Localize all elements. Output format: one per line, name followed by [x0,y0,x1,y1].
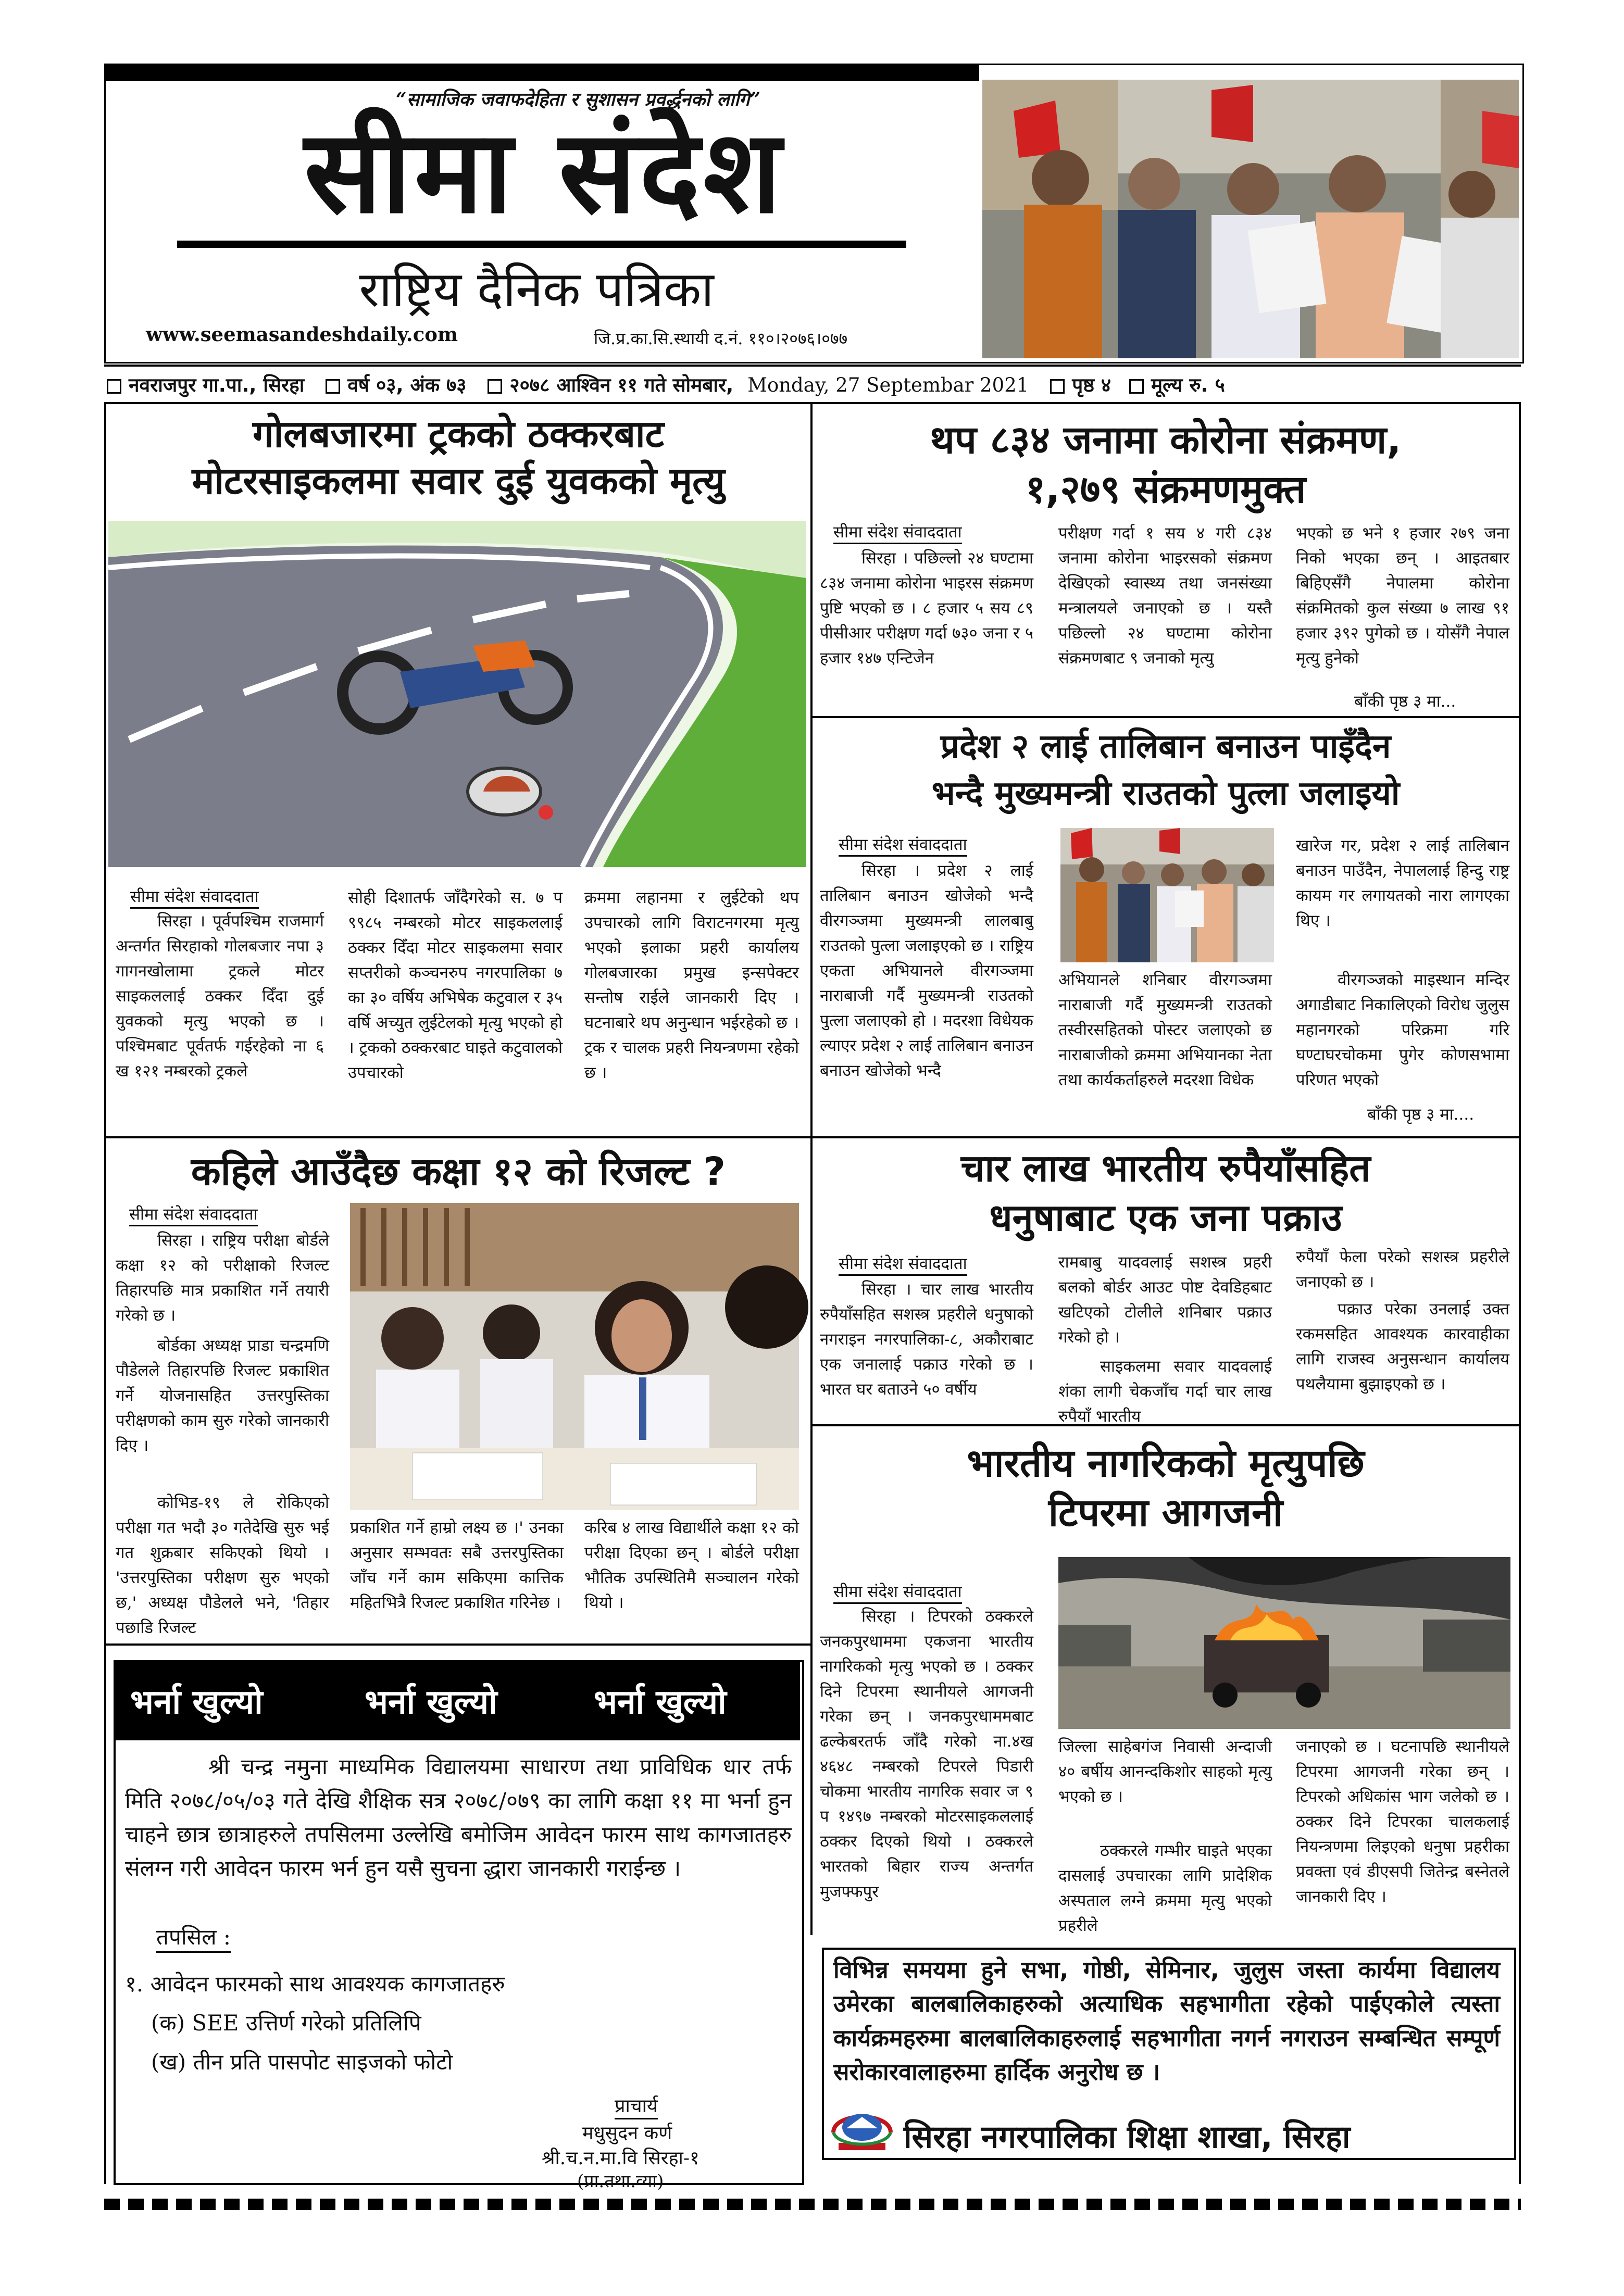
admission-item-1: १. आवेदन फारमको साथ आवश्यक कागजातहरु [125,1971,505,1997]
rupees-column-2a: रामबाबु यादवलाई सशस्त्र प्रहरी बलको बोर्डर आउट पोष्ट देवडिहबाट खटिएको टोलीले शनिबार पक्राउ गरेको हो । [1058,1253,1272,1347]
admission-body: श्री चन्द्र नमुना माध्यमिक विद्यालयमा साधारण तथा प्राविधिक धार तर्फ मिति २०७८/०५/०३ गते देखि शैक्षिक सत्र २०७८/०७९ का लागि कक्षा ११ मा भर्ना हुन चाहने छात्र छात्राहरुले तपसिलमा उल्लेखि बमोजिम आवेदन फारम साथ कागजातहरु संलग्न गरी आवेदन फारम भर्न हुन यसै सुचना द्धारा जानकारी गराईन्छ । [125,1754,792,1881]
taliban-protest-photo [1060,828,1274,962]
headline-covid-line1: थप ८३४ जनामा कोरोना संक्रमण, [930,418,1402,462]
admission-list-title: तपसिल : [156,1922,231,1953]
headline-rupees-line1: चार लाख भारतीय रुपैयाँसहित [960,1146,1371,1190]
rupees-column-3b: पक्राउ परेका उनलाई उक्त रकमसहित आवश्यक कारवाहीका लागि राजस्व अनुसन्धान कार्यालय पथलैयामा बुझाइएको छ । [1296,1300,1509,1394]
admission-banner-text-3: भर्ना खुल्यो [594,1683,727,1722]
rupees-column-2b: साइकलमा सवार यादवलाई शंका लागी चेकजाँच गर्दा चार लाख रुपैयाँ भारतीय [1058,1357,1272,1426]
fire-column-2a: जिल्ला साहेबगंज निवासी अन्दाजी ४० बर्षीय आनन्दकिशोर साहको मृत्यु भएको छ । [1058,1737,1272,1806]
byline-fire: सीमा संदेश संवाददाता [833,1580,962,1604]
rupees-column-3a: रुपैयाँ फेला परेको सशस्त्र प्रहरीले जनाएको छ । [1296,1248,1509,1292]
taliban-column-3b: वीरगञ्जको माइस्थान मन्दिर अगाडीबाट निकालिएको विरोध जुलुस महानगरको परिक्रमा गरि घण्टाघरचोकमा पुगेर कोणसभामा परिणत भएको [1296,971,1509,1090]
taliban-protest-photo-art [1060,828,1274,962]
taliban-column-3a: खारेज गर, प्रदेश २ लाई तालिबान बनाउन पाउँदैन, नेपाललाई हिन्दु राष्ट्र कायम गर लगायतको नारा लागएका थिए । [1296,836,1509,931]
notice-text: विभिन्न समयमा हुने सभा, गोष्ठी, सेमिनार, जुलुस जस्ता कार्यमा विद्यालय उमेरका बालबालिकाहरुको अत्याधिक सहभागीता रहेको पाईएकोले त्यस्ता कार्यक्रमहरुमा बालबालिकाहरुलाई सहभागीता नगर्न नगराउन सम्बन्धित सम्पूर्ण सरोकारवालाहरुमा हार्दिक अनुरोध छ । [833,1956,1500,2086]
headline-covid-line2: १,२७९ संक्रमणमुक्त [1025,467,1306,512]
notice-emblem [828,2101,896,2153]
admission-banner-text-1: भर्ना खुल्यो [130,1683,263,1722]
result-column-1b: बोर्डका अध्यक्ष प्राडा चन्द्रमणि पौडेलले तिहारपछि रिजल्ट प्रकाशित गर्ने योजनासहित उत्तरपुस्तिका परीक्षणको काम सुरु गरेको जानकारी दिए । [116,1336,329,1456]
result-column-1c: कोभिड-१९ ले रोकिएको परीक्षा गत भदौ ३० गतेदेखि सुरु भई गत शुक्रबार सकिएको थियो । 'उत्तरपुस्तिका परीक्षण सुरु भएको छ,' अध्यक्ष पौडेलले भने, 'तिहार पछाडि रिजल्ट [116,1494,329,1638]
result-column-1a: सिरहा । राष्ट्रिय परीक्षा बोर्डले कक्षा १२ को परीक्षाको रिजल्ट तिहारपछि मात्र प्रकाशित गर्ने तयारी गरेको छ । [116,1231,329,1325]
result-column-2: प्रकाशित गर्ने हाम्रो लक्ष्य छ ।' उनका अनुसार सम्भवतः सबै उत्तरपुस्तिका जाँच गर्ने काम सकिएमा कात्तिक महितभित्रै रिजल्ट प्रकाशित गरिनेछ । [350,1519,564,1613]
newspaper-subtitle: राष्ट्रिय दैनिक पत्रिका [359,261,714,318]
covid-column-1: सिरहा । पछिल्लो २४ घण्टामा ८३४ जनामा कोरोना भाइरस संक्रमण पुष्टि भएको छ । ८ हजार ५ सय ८९ पीसीआर परीक्षण गर्दा ७३० जना र ५ हजार १४७ एन्टिजेन [820,549,1033,668]
headline-fire-line2: टिपरमा आगजनी [1048,1490,1283,1535]
pages-item [1050,374,1111,396]
fire-column-3: जनाएको छ । घटनापछि स्थानीयले टिपरमा आगजनी गरेका छन् । टिपरको अधिकांस भाग जलेको छ । ठक्कर दिने टिपरका चालकलाई नियन्त्रणमा लिइएको धनुषा प्रहरीका प्रवक्ता एवं डीएसपी जितेन्द्र बस्नेतले जानकारी दिए । [1296,1737,1509,1906]
taliban-column-2: अभियानले शनिबार वीरगञ्जमा नाराबाजी गर्दै मुख्यमन्त्री राउतको तस्वीरसहितको पोस्टर जलाएको छ नाराबाजीको क्रममा अभियानका नेता तथा कार्यकर्ताहरुले मदरशा विधेक [1058,971,1272,1090]
byline-result: सीमा संदेश संवाददाता [129,1203,258,1226]
issue-date-english: Monday, 27 Septembar 2021 [747,374,1029,396]
accident-illustration-art [108,521,806,867]
location-item [107,374,304,396]
issue-price: मूल्य रु. ५ [1151,374,1225,396]
result-column-3: करिब ४ लाख विद्यार्थीले कक्षा १२ को परीक्षा दिएका छन् । बोर्डले परीक्षा भौतिक उपस्थितिमै सञ्चालन गरेको थियो । [584,1519,799,1613]
newspaper-title: सीमा संदेश [304,105,784,239]
headline-result: कहिले आउँदैछ कक्षा १२ को रिजल्ट ? [191,1149,726,1194]
exam-students-photo [350,1203,799,1510]
accident-illustration [108,521,806,867]
accident-column-1: सिरहा । पूर्वपश्चिम राजमार्ग अन्तर्गत सिरहाको गोलबजार नपा ३ गागनखोलामा ट्रकले मोटर साइकललाई ठक्कर दिँदा दुई युवकको मृत्यु भएको छ । पश्चिमबाट पूर्वतर्फ गईरहेको ना ६ ख १२१ नम्बरको ट्रकले [116,912,324,1081]
info-bar [107,371,1521,397]
byline-taliban: सीमा संदेश संवाददाता [839,833,967,857]
byline-rupees: सीमा संदेश संवाददाता [839,1252,967,1276]
accident-column-2: सोही दिशातर्फ जाँदैगरेको स. ७ प ९९८५ नम्बरको मोटर साइकललाई ठक्कर दिँदा मोटर साइकलमा सवार सप्तरीको कञ्चनरुप नगरपालिका ७ का ३० वर्षिय अभिषेक कटुवाल र ३५ वर्षि अच्युत लुईटेलको मृत्यु भएको हो । ट्रकको ठक्करबाट घाइते कटुवालको उपचारको [348,888,563,1083]
covid-column-3: भएको छ भने १ हजार २७९ जना निको भएका छन् । आइतबार बिहिएसँगै नेपालमा कोरोना संक्रमितको कुल संख्या ७ लाख ९१ हजार ३९२ पुगेको छ । योसँगै नेपाल मृत्यु हुनेको [1296,524,1509,668]
issue-location: नवराजपुर गा.पा., सिरहा [129,374,305,396]
headline-rupees-line2: धनुषाबाट एक जना पक्राउ [989,1196,1342,1239]
fire-column-2b: ठक्करले गम्भीर घाइते भएका दासलाई उपचारका लागि प्रादेशिक अस्पताल लग्ने क्रममा मृत्यु भएको प्रहरीले [1058,1841,1272,1936]
headline-taliban-line1: प्रदेश २ लाई तालिबान बनाउन पाइँदैन [940,727,1391,766]
footer-dashed-border [104,2199,1521,2210]
price-item [1129,374,1225,396]
fire-column-1: सिरहा । टिपरको ठक्करले जनकपुरधाममा एकजना भारतीय नागरिकको मृत्यु भएको छ । ठक्कर दिने टिपरमा स्थानीयले आगजनी गरेका छन् । जनकपुरधाममबाट ढल्केबरतर्फ जाँदै गरेको ना.४ख ४६४८ नम्बरको टिपरले पिडारी चोकमा भारतीय नागरिक सवार ज ९ प १४९७ नम्बरको मोटरसाइकललाई ठक्कर दिएको थियो । ठक्करले भारतको बिहार राज्य अन्तर्गत मुजफ्फपुर [820,1607,1033,1901]
principal-title: प्राचार्य [615,2092,658,2119]
masthead-tagline: “सामाजिक जवाफदेहिता र सुशासन प्रवर्द्धनको लागि” [395,89,761,110]
issue-date-nepali: २०७८ आश्विन ११ गते सोमबार, [509,374,734,396]
principal-school-type: (प्रा.तथा.व्या) [577,2171,664,2192]
burning-tipper-photo [1058,1557,1510,1729]
exam-students-photo-art [350,1203,799,1510]
principal-school: श्री.च.न.मा.वि सिरहा-१ [542,2148,699,2169]
protest-photo-top [982,80,1519,358]
byline-covid: सीमा संदेश संवाददाता [833,521,962,544]
admission-banner-text-2: भर्ना खुल्यो [365,1683,497,1722]
byline-accident: सीमा संदेश संवाददाता [130,885,259,909]
issue-volume: वर्ष ०३, अंक ७३ [347,374,467,396]
covid-continued: बाँकी पृष्ठ ३ मा... [1354,692,1456,711]
rupees-column-1: सिरहा । चार लाख भारतीय रुपैयाँसहित सशस्त्र प्रहरीले धनुषाको नगराइन नगरपालिका-८, अकौराबाट एक जनालाई पक्राउ गरेको छ । भारत घर बताउने ५० वर्षीय [820,1280,1033,1399]
issue-pages: पृष्ठ ४ [1072,374,1111,396]
admission-item-3: (ख) तीन प्रति पासपोट साइजको फोटो [151,2049,453,2075]
accident-column-3: क्रममा लहानमा र लुईटेको थप उपचारको लागि विराटनगरमा मृत्यु भएको इलाका प्रहरी कार्यालय गोलबजारका प्रमुख इन्सपेक्टर सन्तोष राईले जानकारी दिए । घटनाबारे थप अनुन्धान भईरहेको छ । ट्रक र चालक प्रहरी नियन्त्रणमा रहेको छ । [584,888,799,1083]
admission-item-2: (क) SEE उत्तिर्ण गरेको प्रतिलिपि [151,2010,421,2036]
headline-taliban-line2: भन्दै मुख्यमन्त्री राउतको पुत्ला जलाइयो [931,774,1400,813]
taliban-column-1: सिरहा । प्रदेश २ लाई तालिबान बनाउन खोजेको भन्दै वीरगञ्जमा मुख्यमन्त्री लालबाबु राउतको पुत्ला जलाइएको छ । राष्ट्रिय एकता अभियानले वीरगञ्जमा नाराबाजी गर्दै मुख्यमन्त्री राउतको पुत्ला जलाएको हो । मदरशा विधेयक ल्याएर प्रदेश २ लाई तालिबान बनाउन बनाउन खोजेको भन्दै [820,861,1033,1081]
registration-number: जि.प्र.का.सि.स्थायी द.नं. ११०।२०७६।०७७ [594,329,848,348]
covid-column-2: परीक्षण गर्दा १ सय ४ गरी ८३४ जनामा कोरोना भाइरसको संक्रमण देखिएको स्वास्थ्य तथा जनसंख्या मन्त्रालयले जनाएको छ । यस्तै पछिल्लो २४ घण्टामा कोरोना संक्रमणबाट ९ जनाको मृत्यु [1058,524,1272,668]
notice-issuer: सिरहा नगरपालिका शिक्षा शाखा, सिरहा [904,2119,1351,2155]
website-url[interactable]: www.seemasandeshdaily.com [146,323,458,346]
headline-accident-line2: मोटरसाइकलमा सवार दुई युवकको मृत्यु [192,459,725,503]
nepal-emblem-icon [828,2101,896,2153]
protest-photo-art [982,80,1519,358]
taliban-continued: बाँकी पृष्ठ ३ मा.... [1367,1105,1475,1124]
headline-accident-line1: गोलबजारमा ट्रकको ठक्करबाट [253,412,664,456]
burning-tipper-photo-art [1058,1557,1510,1729]
date-item [488,374,733,396]
principal-name: मधुसुदन कर्ण [582,2123,672,2144]
headline-fire-line1: भारतीय नागरिकको मृत्युपछि [967,1441,1365,1486]
volume-item [326,374,466,396]
